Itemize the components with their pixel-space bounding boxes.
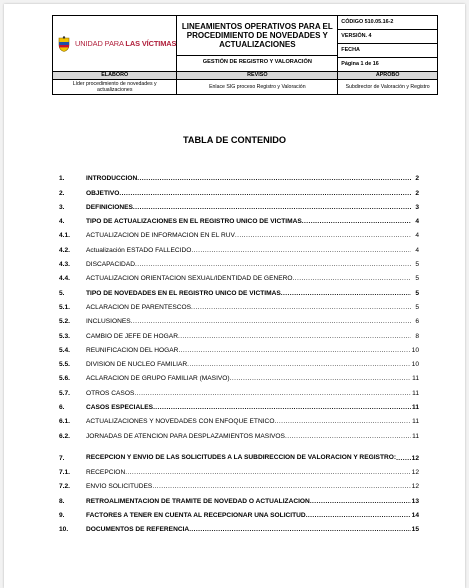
toc-entry-page: 5 <box>415 303 419 311</box>
toc-entry-number: 4.2. <box>59 246 70 254</box>
toc-entry-text-wrap <box>86 361 411 368</box>
toc-entry-text-wrap <box>86 404 411 411</box>
toc-entry-text: DOCUMENTOS DE REFERENCIA <box>86 526 190 534</box>
toc-entry-page: 4 <box>415 232 419 240</box>
logo-text: UNIDAD PARA LAS VÍCTIMAS <box>75 39 177 48</box>
toc-entry-page: 11 <box>412 432 419 440</box>
toc-entry[interactable] <box>59 182 419 196</box>
toc-entry-page: 12 <box>411 454 419 462</box>
toc-entry[interactable] <box>59 311 419 325</box>
toc-entry[interactable] <box>59 225 419 239</box>
document-process: GESTIÓN DE REGISTRO Y VALORACIÓN <box>177 55 337 68</box>
toc-entry-number: 5.4. <box>59 346 70 354</box>
toc-leader-dots <box>285 433 411 440</box>
toc-entry-page: 10 <box>411 346 419 354</box>
toc-entry[interactable] <box>59 397 419 411</box>
toc-entry-text: OBJETIVO <box>86 189 120 197</box>
document-header-table <box>52 15 438 95</box>
document-date: FECHA <box>338 44 437 58</box>
toc-entry-number: 4.3. <box>59 261 70 269</box>
toc-entry-text-wrap <box>86 333 411 340</box>
toc-leader-dots <box>125 469 411 476</box>
toc-leader-dots <box>137 175 411 182</box>
toc-entry-page: 5 <box>415 261 419 269</box>
document-version: VERSIÓN. 4 <box>338 30 437 44</box>
toc-entry-number: 7.1. <box>59 468 70 476</box>
toc-entry-text: RECEPCIÓN Y ENVIO DE LAS SOLICITUDES A LA SUBDIRECCIÓN DE VALORACIÓN Y REGISTRO: <box>86 453 397 461</box>
toc-entry-text: REUNIFICACIÓN DEL HOGAR <box>86 346 179 354</box>
toc-entry[interactable] <box>59 168 419 182</box>
toc-leader-dots <box>306 512 411 519</box>
toc-entry[interactable] <box>59 440 419 462</box>
toc-leader-dots <box>235 232 411 239</box>
signature-headers <box>53 72 438 80</box>
sig-value-elaboro: Líder procedimiento de novedades y actualizaciones <box>53 80 177 95</box>
toc-entry-number: 4.1. <box>59 232 70 240</box>
toc-entry[interactable] <box>59 411 419 425</box>
toc-entry[interactable] <box>59 325 419 339</box>
toc-leader-dots <box>230 375 411 382</box>
toc-entry-number: 5.6. <box>59 375 70 383</box>
sig-header-elaboro: ELABORO <box>53 72 177 80</box>
toc-entry-text-wrap <box>86 204 411 211</box>
toc-entry-number: 5.1. <box>59 303 70 311</box>
toc-entry-number: 6. <box>59 404 65 412</box>
document-page <box>4 4 465 588</box>
toc-entry-text-wrap <box>86 275 411 282</box>
toc-leader-dots <box>293 275 411 282</box>
toc-entry-text: DIVISIÓN DE NUCLEO FAMILIAR <box>86 361 188 369</box>
toc-entry-text: ACTUALIZACIONES Y NOVEDADES CON ENFOQUE ETNICO <box>86 418 275 426</box>
toc-entry-text-wrap <box>86 483 411 490</box>
toc-leader-dots <box>191 247 411 254</box>
toc-leader-dots <box>302 218 411 225</box>
toc-entry-number: 3. <box>59 203 65 211</box>
toc-entry-number: 4. <box>59 218 65 226</box>
toc-entry[interactable] <box>59 476 419 490</box>
toc-entry-number: 8. <box>59 497 65 505</box>
toc-entry-page: 8 <box>415 332 419 340</box>
toc-entry-page: 5 <box>415 289 419 297</box>
sig-header-reviso: REVISO <box>177 72 338 80</box>
toc-entry[interactable] <box>59 490 419 504</box>
toc-leader-dots <box>396 455 411 462</box>
toc-entry-page: 12 <box>411 483 419 491</box>
toc-leader-dots <box>178 347 411 354</box>
toc-entry[interactable] <box>59 254 419 268</box>
toc-entry-text-wrap <box>86 454 411 462</box>
toc-entry-text: DEFINICIONES <box>86 203 133 211</box>
toc-entry-text: JORNADAS DE ATENCION PARA DESPLAZAMIENTOS MASIVOS <box>86 432 285 440</box>
toc-entry-text-wrap <box>86 526 411 533</box>
toc-entry-page: 15 <box>411 526 419 534</box>
toc-entry-page: 11 <box>412 418 419 426</box>
table-of-contents <box>59 168 419 533</box>
toc-leader-dots <box>274 418 411 425</box>
toc-leader-dots <box>178 333 411 340</box>
toc-entry-number: 7.2. <box>59 483 70 491</box>
toc-entry-page: 2 <box>415 189 419 197</box>
toc-entry[interactable] <box>59 268 419 282</box>
toc-leader-dots <box>133 204 411 211</box>
toc-entry-text: RETROALIMENTACIÓN DE TRÁMITE DE NOVEDAD O ACTUALIZACIÓN <box>86 497 310 505</box>
toc-title: TABLA DE CONTENIDO <box>182 135 287 145</box>
toc-entry-number: 4.4. <box>59 275 70 283</box>
toc-entry-number: 2. <box>59 189 65 197</box>
toc-entry-page: 13 <box>411 497 419 505</box>
toc-entry-number: 5.5. <box>59 361 70 369</box>
toc-entry-text: FACTORES A TENER EN CUENTA AL RECEPCIONAR UNA SOLICITUD <box>86 511 306 519</box>
toc-entry-page: 14 <box>411 511 419 519</box>
toc-entry-text: CASOS ESPECIALES <box>86 404 154 412</box>
toc-entry-text-wrap <box>86 418 411 425</box>
toc-entry[interactable] <box>59 282 419 296</box>
toc-entry-text: INTRODUCCIÓN <box>86 175 138 183</box>
toc-entry-number: 1. <box>59 175 65 183</box>
toc-entry-text: OTROS CASOS <box>86 389 135 397</box>
toc-leader-dots <box>131 318 411 325</box>
unidad-victimas-logo <box>53 36 176 52</box>
toc-entry-text-wrap <box>86 290 411 297</box>
toc-entry-text-wrap <box>86 175 411 182</box>
toc-entry-page: 6 <box>415 318 419 326</box>
toc-entry[interactable] <box>59 197 419 211</box>
toc-entry-number: 5.3. <box>59 332 70 340</box>
toc-entry[interactable] <box>59 354 419 368</box>
toc-entry[interactable] <box>59 340 419 354</box>
toc-entry-page: 5 <box>415 275 419 283</box>
toc-entry-text-wrap <box>86 347 411 354</box>
toc-entry-page: 11 <box>412 375 419 383</box>
toc-entry[interactable] <box>59 425 419 439</box>
toc-entry-number: 10. <box>59 526 69 534</box>
toc-entry-page: 2 <box>415 175 419 183</box>
toc-entry[interactable] <box>59 382 419 396</box>
toc-entry-number: 5. <box>59 289 65 297</box>
toc-entry[interactable] <box>59 462 419 476</box>
toc-entry-text-wrap <box>86 232 411 239</box>
toc-entry-text: CAMBIO DE JEFE DE HOGAR <box>86 332 178 340</box>
meta-cell <box>338 16 438 72</box>
toc-entry-number: 5.7. <box>59 389 70 397</box>
toc-entry-text-wrap <box>86 304 411 311</box>
toc-leader-dots <box>152 483 411 490</box>
toc-entry-text: RECEPCIÓN <box>86 468 126 476</box>
toc-entry-text-wrap <box>86 247 411 254</box>
toc-entry[interactable] <box>59 505 419 519</box>
toc-entry-text: ACLARACIÓN DE PARENTESCOS <box>86 303 192 311</box>
toc-entry-page: 11 <box>412 389 419 397</box>
toc-entry-page: 10 <box>411 361 419 369</box>
toc-entry-text-wrap <box>86 375 411 382</box>
toc-entry-text: DISCAPACIDAD <box>86 261 135 269</box>
toc-entry-text: ENVÍO SOLICITUDES <box>86 483 153 491</box>
toc-entry-text: ACTUALIZACIÓN ORIENTACIÓN SEXUAL/IDENTIDAD DE GÉNERO <box>86 275 293 283</box>
document-title: LINEAMIENTOS OPERATIVOS PARA EL PROCEDIMIENTO DE NOVEDADES Y ACTUALIZACIONES <box>181 21 333 49</box>
toc-leader-dots <box>119 190 411 197</box>
toc-entry-text-wrap <box>86 498 411 505</box>
toc-entry-text: ACTUALIZACIÓN DE INFORMACIÓN EN EL RUV <box>86 232 235 240</box>
toc-entry-text: Actualización ESTADO FALLECIDO <box>86 246 192 254</box>
toc-entry-text-wrap <box>86 469 411 476</box>
toc-entry[interactable] <box>59 211 419 225</box>
sig-header-aprobo: APROBO <box>338 72 438 80</box>
toc-entry-page: 11 <box>412 404 419 412</box>
toc-entry-text-wrap <box>86 512 411 519</box>
toc-entry-page: 12 <box>411 468 419 476</box>
toc-entry-text: TIPO DE ACTUALIZACIONES EN EL REGISTRO ÚNICO DE VÍCTIMAS <box>86 218 302 226</box>
toc-leader-dots <box>135 261 411 268</box>
document-page-number: Página 1 de 16 <box>341 61 379 67</box>
toc-entry-page: 4 <box>415 246 419 254</box>
title-cell <box>177 16 338 72</box>
toc-leader-dots <box>134 390 411 397</box>
toc-leader-dots <box>281 290 411 297</box>
toc-leader-dots <box>310 498 411 505</box>
toc-entry-number: 7. <box>59 454 65 462</box>
toc-leader-dots <box>187 361 411 368</box>
toc-entry-text-wrap <box>86 190 411 197</box>
toc-entry[interactable] <box>59 368 419 382</box>
toc-entry-text-wrap <box>86 318 411 325</box>
coat-of-arms-icon <box>57 36 71 52</box>
signature-values <box>53 80 438 95</box>
toc-entry-page: 3 <box>415 203 419 211</box>
toc-leader-dots <box>189 526 411 533</box>
toc-leader-dots <box>153 404 411 411</box>
toc-entry-text-wrap <box>86 390 411 397</box>
toc-entry-text: INCLUSIONES <box>86 318 131 326</box>
sig-value-reviso: Enlace SIG proceso Registro y Valoración <box>177 80 338 95</box>
toc-entry-number: 5.2. <box>59 318 70 326</box>
toc-leader-dots <box>191 304 411 311</box>
toc-entry-number: 6.1. <box>59 418 70 426</box>
toc-entry-number: 6.2. <box>59 432 70 440</box>
toc-entry[interactable] <box>59 519 419 533</box>
document-code: CÓDIGO 510.05.16-2 <box>338 16 437 30</box>
toc-entry-text: TIPO DE NOVEDADES EN EL REGISTRO ÚNICO DE VÍCTIMAS <box>86 289 281 297</box>
sig-value-aprobo: Subdirector de Valoración y Registro <box>338 80 438 95</box>
toc-entry-text-wrap <box>86 433 411 440</box>
toc-entry[interactable] <box>59 297 419 311</box>
toc-entry-text: ACLARACIÓN DE GRUPO FAMILIAR (MASIVO) <box>86 375 230 383</box>
toc-entry[interactable] <box>59 239 419 253</box>
logo-cell <box>53 16 177 72</box>
toc-entry-text-wrap <box>86 218 411 225</box>
toc-entry-number: 9. <box>59 511 65 519</box>
toc-entry-page: 4 <box>415 218 419 226</box>
toc-entry-text-wrap <box>86 261 411 268</box>
